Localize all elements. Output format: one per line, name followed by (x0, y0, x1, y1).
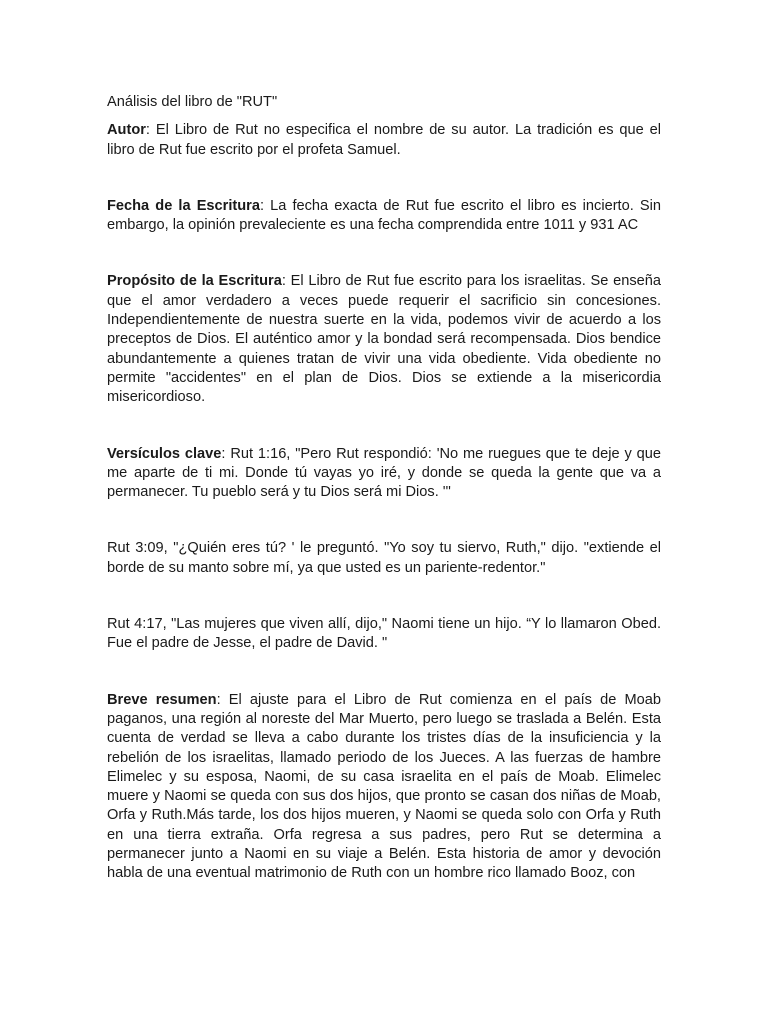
section-fecha (107, 197, 661, 236)
section-text: : El Libro de Rut no especifica el nombre de su autor. La tradición es que el libro de Rut fue escrito por el profeta Samuel. (107, 122, 661, 158)
verse-rut-4-17 (107, 615, 661, 654)
section-label: Fecha de la Escritura (107, 197, 260, 214)
verse-rut-3-09 (107, 539, 661, 578)
spacer (107, 654, 661, 691)
document-title: Análisis del libro de "RUT" (107, 94, 278, 110)
section-text: : Rut 1:16, "Pero Rut respondió: 'No me ruegues que te deje y que me aparte de ti mi. Donde tú vayas yo iré, y donde se queda la gente que va a permanecer. Tu pueblo será y tu Dios será mi Dios. '" (107, 445, 661, 501)
spacer (107, 235, 661, 272)
section-label: Versículos clave (107, 445, 222, 462)
spacer (107, 160, 661, 197)
section-resumen (107, 691, 661, 884)
section-text: : La fecha exacta de Rut fue escrito el libro es incierto. Sin embargo, la opinión prevaleciente es una fecha comprendida entre 1011 y 931 AC (107, 197, 661, 234)
spacer (107, 408, 661, 445)
section-label: Autor (107, 122, 146, 139)
section-proposito (107, 272, 661, 407)
section-text: Rut 4:17, "Las mujeres que viven allí, dijo," Naomi tiene un hijo. “Y lo llamaron Obed. Fue el padre de Jesse, el padre de David. " (107, 616, 661, 652)
section-text: : El Libro de Rut fue escrito para los israelitas. Se enseña que el amor verdadero a veces puede requerir el sacrificio sin concesiones. Independientemente de nuestra suerte en la vida, podemos vivir de acuerdo a los preceptos de Dios. El auténtico amor y la bondad será recompensada. Dios bendice abundantemente a quienes tratan de vivir una vida obediente. Vida obediente no permite "accidentes" en el plan de Dios. Dios se extiende a la misericordia misericordioso. (107, 273, 661, 406)
section-text: Rut 3:09, "¿Quién eres tú? ' le preguntó. "Yo soy tu siervo, Ruth," dijo. "extiende el borde de su manto sobre mí, ya que usted es un pariente-redentor." (107, 540, 661, 576)
section-versiculos (107, 445, 661, 503)
section-label: Breve resumen (107, 691, 217, 708)
section-autor (107, 121, 661, 160)
section-label: Propósito de la Escritura (107, 273, 282, 290)
spacer (107, 578, 661, 615)
document-page (107, 93, 661, 884)
section-text: : El ajuste para el Libro de Rut comienza en el país de Moab paganos, una región al noreste del Mar Muerto, pero luego se traslada a Belén. Esta cuenta de verdad se lleva a cabo durante los tristes días de la insuficiencia y la rebelión de los israelitas, llamado periodo de los Jueces. A las fuerzas de hambre Elimelec y su esposa, Naomi, de su casa israelita en el país de Moab. Elimelec muere y Naomi se queda con sus dos hijos, que pronto se casan dos niñas de Moab, Orfa y Ruth.Más tarde, los dos hijos mueren, y Naomi se queda solo con Orfa y Ruth en una tierra extraña. Orfa regresa a sus padres, pero Rut se determina a permanecer junto a Naomi en su viaje a Belén. Esta historia de amor y devoción habla de una eventual matrimonio de Ruth con un hombre rico llamado Booz, con (107, 691, 661, 882)
spacer (107, 502, 661, 539)
